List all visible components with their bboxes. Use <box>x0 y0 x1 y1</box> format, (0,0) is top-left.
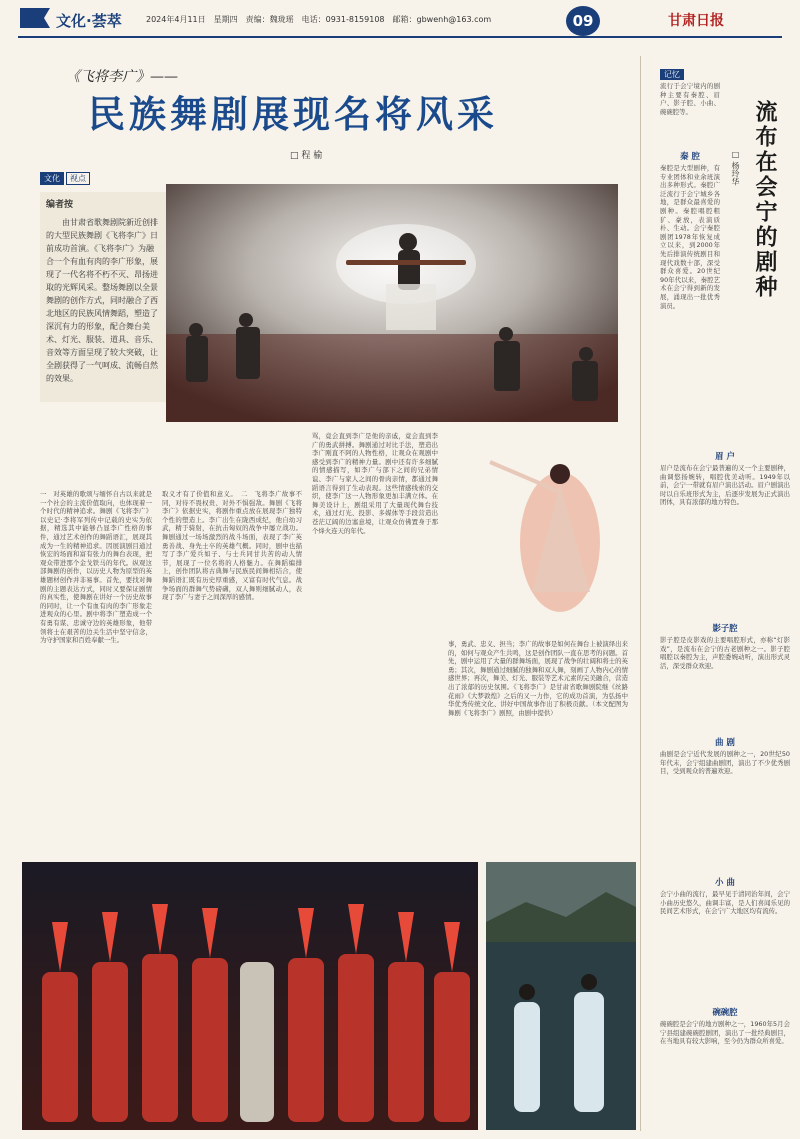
sidebar-s6-title: 碗碗腔 <box>712 1007 738 1017</box>
editor-note-title: 编者按 <box>46 200 74 210</box>
editor-note <box>40 192 166 402</box>
page-number: 09 <box>566 6 600 36</box>
sidebar-s2-title: 眉 户 <box>715 451 735 461</box>
section-tag: 文化 <box>40 172 64 185</box>
editor-note-body: 由甘肃省歌舞剧院新近创排的大型民族舞剧《飞将李广》日前成功首演。《飞将李广》为融合一个有血有肉的李广形象，展现了一代名将不朽不灭、昂扬进取的光辉风采。整场舞剧以全景舞剧的创作方式，同时融合了西北地区的民族风情舞蹈，塑造了深沉有力的形象，配合舞台美术、灯光、服装、道具、音乐、音效等方面呈现了较大突破，让全剧获得了一气呵成、流畅自然的效果。 <box>46 218 158 383</box>
section-tag-sub: 视点 <box>66 172 90 185</box>
sidebar-s1-body: 秦腔是大型剧种，有专业团体和业余班演出多种形式。秦腔广泛流行于会宁城乡各地，是群众最喜爱的剧种。秦腔唱腔粗犷、豪放，表演质朴、生动。会宁秦腔剧团1978年恢复成立以来，到2000年先后排演传统剧目和现代戏数十部，深受群众喜爱。20世纪90年代以来，秦腔艺术在会宁得到新的发展，涌现出一批优秀演员。 <box>660 164 720 310</box>
stage-photo-main-art <box>166 184 618 422</box>
sidebar-s4-body: 曲剧是会宁近代发展的剧种之一，20世纪50年代末，会宁组建曲剧团，演出了不少优秀剧目，受到观众的普遍欢迎。 <box>660 750 790 776</box>
sidebar-s6-body: 碗碗腔是会宁的地方剧种之一，1960年5月会宁县组建碗碗腔剧团，演出了一批经典剧目，在当地具有较大影响，至今仍为群众所喜爱。 <box>660 1020 790 1046</box>
rail-divider <box>640 56 641 1131</box>
article-kicker: 《飞将李广》—— <box>66 69 178 85</box>
stage-photo-duet <box>486 862 636 1130</box>
sidebar-s4-title: 曲 剧 <box>715 737 735 747</box>
section-flag-icon <box>20 8 50 28</box>
article-column-4: 事，勇武、忠义、担当；李广的故事是如何在舞台上被演绎出来的，如何与观众产生共鸣，这是创作团队一直在思考的问题。首先，剧中运用了大量的群舞场面，展现了战争的壮阔和将士的英勇；其次，舞剧通过细腻的独舞和双人舞，刻画了人物内心的情感世界；再次，舞美、灯光、服装等艺术元素的完美融合，营造出了浓郁的历史氛围。《飞将李广》是甘肃省歌舞剧院继《丝路花雨》《大梦敦煌》之后的又一力作，它的成功首演，为弘扬中华优秀传统文化、讲好中国故事作出了积极贡献。（本文配图为舞剧《飞将李广》剧照，由剧中提供） <box>448 640 628 717</box>
sidebar-author: □ 杨玲华 <box>731 150 740 186</box>
article-byline: □ 程 榆 <box>290 151 323 161</box>
sidebar-s1-title: 秦 腔 <box>680 151 700 161</box>
article-column-3: 骂，竟会直到李广是他的亲戚，竟会直到李广的勇武拼搏。舞剧通过对比手法，塑造出李广刚直不阿的人物性格，让观众在观剧中感受到李广的精神力量。剧中还有许多细腻的情感描写，如李广与部下之间的兄弟情谊、李广与家人之间的骨肉亲情，都通过舞蹈语言得到了生动表现。这些情感线索的交织，使李广这一人物形象更加丰满立体。在舞美设计上，剧组采用了大量现代舞台技术，通过灯光、投影、多媒体等手段营造出苍茫辽阔的边塞意境，让观众仿佛置身于那个烽火连天的年代。 <box>312 432 438 535</box>
sidebar-s3-body: 影子腔是皮影戏的主要唱腔形式，亦称“灯影戏”，是流布在会宁的古老剧种之一。影子腔唱腔以秦腔为主，声腔委婉动听，演出形式灵活，深受群众欢迎。 <box>660 636 790 670</box>
sidebar-tag-label: 记忆 <box>660 69 684 80</box>
sidebar-intro: 流行于会宁境内的剧种主要有秦腔、眉户、影子腔、小曲、碗碗腔等。 <box>660 82 720 116</box>
stage-photo-chorus-art <box>22 862 478 1130</box>
header-meta: 2024年4月11日 星期四 责编：魏珑瑶 电话：0931-8159108 邮箱：gbwenh@163.com <box>146 15 492 24</box>
dancer-photo-art <box>450 432 630 632</box>
header-rule <box>18 36 782 38</box>
sidebar-s3-title: 影子腔 <box>712 623 738 633</box>
dancer-photo <box>450 432 630 632</box>
sidebar-title: 流布在会宁的剧种 <box>752 100 778 300</box>
stage-photo-chorus <box>22 862 478 1130</box>
stage-photo-duet-art <box>486 862 636 1130</box>
sidebar-tag <box>660 62 684 81</box>
sidebar-s1-body-cont <box>660 258 790 444</box>
page-header <box>0 0 800 40</box>
newspaper-logo: 甘肃日报 <box>668 13 724 29</box>
sidebar-s2-body: 眉户是流布在会宁最普遍的又一个主要剧种，曲调悠扬婉转，唱腔优美动听。1949年以前，会宁一带就有眉户演出活动。眉户剧演出时以自乐班形式为主，后逐步发展为正式演出团体，具有浓郁的地方特色。 <box>660 464 790 507</box>
sidebar-s5-body: 会宁小曲的流行，最早见于清同治年间，会宁小曲历史悠久，曲调丰富，是人们喜闻乐见的民间艺术形式，在会宁广大地区均有流传。 <box>660 890 790 916</box>
stage-photo-main <box>166 184 618 422</box>
article-headline: 民族舞剧展现名将风采 <box>88 92 498 136</box>
section-title: 文化·荟萃 <box>56 12 122 30</box>
sidebar-s5-title: 小 曲 <box>715 877 735 887</box>
article-column-2: 取义才有了价值和意义。 二 飞将李广故事不同，对待不畏权贵、对外不惧强敌。舞剧《飞将李广》依据史实，将剧作重点放在展现李广独特个性的塑造上。李广出生在陇西成纪，他自幼习武，精于骑射，在抗击匈奴的战争中屡立战功。舞剧通过一场场激烈的战斗场面，表现了李广英勇善战、身先士卒的英雄气概。同时，剧中也描写了李广爱兵如子、与士兵同甘共苦的动人情节，展现了一位名将的人格魅力。在舞蹈编排上，创作团队将古典舞与民族民间舞相结合，使舞蹈语汇既有历史厚重感，又富有时代气息。战争场面的群舞气势磅礴，双人舞则细腻动人，表现了李广与妻子之间深厚的感情。 <box>162 490 302 602</box>
article-column-1: 一 对英雄的歌颂与缅怀自古以来就是一个社会的主流价值取向，也体现着一个时代的精神追求。舞剧《飞将李广》以史记·李将军列传中记载的史实为依据，精选其中能够凸显李广性格的事件，通过艺术创作的舞蹈语汇，展现其成为一生的精神追求。因展演剧目通过恢宏的场面和富有张力的舞台表现，把观众带进那个金戈铁马的年代。纵观这部舞剧的创作，以历史人物为原型的英雄题材创作并非易事。首先，要找对舞剧的主题表达方式，同时又要保证剧情的真实性，使舞剧在讲好一个历史故事的同时，让一个有血有肉的李广形象走进观众的心里。剧中将李广塑造成一个有勇有谋、忠诚守边的英雄形象，他带领将士在艰苦的边关生活中坚守信念，为守护国家和百姓奉献一生。 <box>40 490 152 645</box>
